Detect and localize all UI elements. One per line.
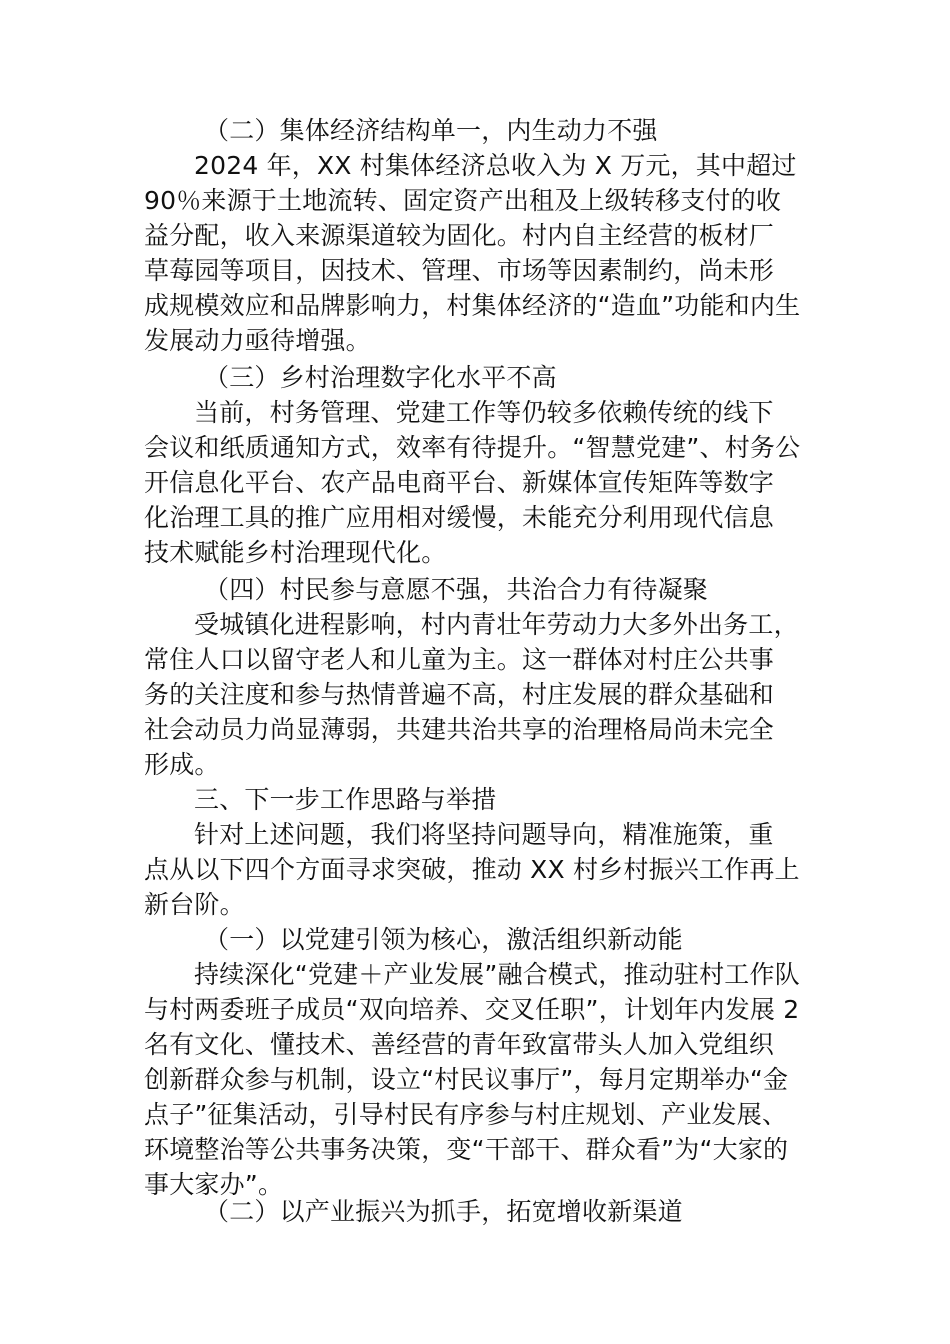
subsection-heading: （二）集体经济结构单一，内生动力不强 bbox=[204, 116, 658, 145]
paragraph-first-line: 持续深化“党建＋产业发展”融合模式，推动驻村工作队 bbox=[194, 960, 800, 989]
body-text-line: 创新群众参与机制，设立“村民议事厅”，每月定期举办“金 bbox=[144, 1065, 789, 1094]
body-text-line: 点子”征集活动，引导村民有序参与村庄规划、产业发展、 bbox=[144, 1100, 788, 1129]
body-text-line: 社会动员力尚显薄弱，共建共治共享的治理格局尚未完全 bbox=[144, 715, 775, 744]
body-text-line: 点从以下四个方面寻求突破，推动 XX 村乡村振兴工作再上 bbox=[144, 855, 800, 884]
subsection-heading: （三）乡村治理数字化水平不高 bbox=[204, 363, 557, 392]
subsection-heading: （四）村民参与意愿不强，共治合力有待凝聚 bbox=[204, 575, 709, 604]
body-text-line: 发展动力亟待增强。 bbox=[144, 326, 371, 355]
paragraph-first-line: 当前，村务管理、党建工作等仍较多依赖传统的线下 bbox=[194, 398, 774, 427]
body-text-line: 常住人口以留守老人和儿童为主。这一群体对村庄公共事 bbox=[144, 645, 775, 674]
subsection-heading: （一）以党建引领为核心，激活组织新动能 bbox=[204, 925, 683, 954]
paragraph-first-line: 针对上述问题，我们将坚持问题导向，精准施策，重 bbox=[194, 820, 774, 849]
body-text-line: 成规模效应和品牌影响力，村集体经济的“造血”功能和内生 bbox=[144, 291, 801, 320]
paragraph-first-line: 受城镇化进程影响，村内青壮年劳动力大多外出务工， bbox=[194, 610, 799, 639]
body-text-line: 与村两委班子成员“双向培养、交叉任职”，计划年内发展 2 bbox=[144, 995, 800, 1024]
body-text-line: 开信息化平台、农产品电商平台、新媒体宣传矩阵等数字 bbox=[144, 468, 775, 497]
paragraph-first-line: 2024 年，XX 村集体经济总收入为 X 万元，其中超过 bbox=[194, 151, 797, 180]
body-text-line: 化治理工具的推广应用相对缓慢，未能充分利用现代信息 bbox=[144, 503, 775, 532]
section-heading: 三、下一步工作思路与举措 bbox=[194, 785, 497, 814]
body-text-line: 形成。 bbox=[144, 750, 220, 779]
body-text-line: 务的关注度和参与热情普遍不高，村庄发展的群众基础和 bbox=[144, 680, 775, 709]
body-text-line: 益分配，收入来源渠道较为固化。村内自主经营的板材厂 bbox=[144, 221, 775, 250]
body-text-line: 环境整治等公共事务决策，变“干部干、群众看”为“大家的 bbox=[144, 1135, 789, 1164]
body-text-line: 90％来源于土地流转、固定资产出租及上级转移支付的收 bbox=[144, 186, 782, 215]
body-text-line: 会议和纸质通知方式，效率有待提升。“智慧党建”、村务公 bbox=[144, 433, 801, 462]
body-text-line: 事大家办”。 bbox=[144, 1170, 284, 1199]
body-text-line: 技术赋能乡村治理现代化。 bbox=[144, 538, 447, 567]
body-text-line: 草莓园等项目，因技术、管理、市场等因素制约，尚未形 bbox=[144, 256, 775, 285]
body-text-line: 名有文化、懂技术、善经营的青年致富带头人加入党组织 bbox=[144, 1030, 775, 1059]
body-text-line: 新台阶。 bbox=[144, 890, 245, 919]
subsection-heading: （二）以产业振兴为抓手，拓宽增收新渠道 bbox=[204, 1197, 683, 1226]
